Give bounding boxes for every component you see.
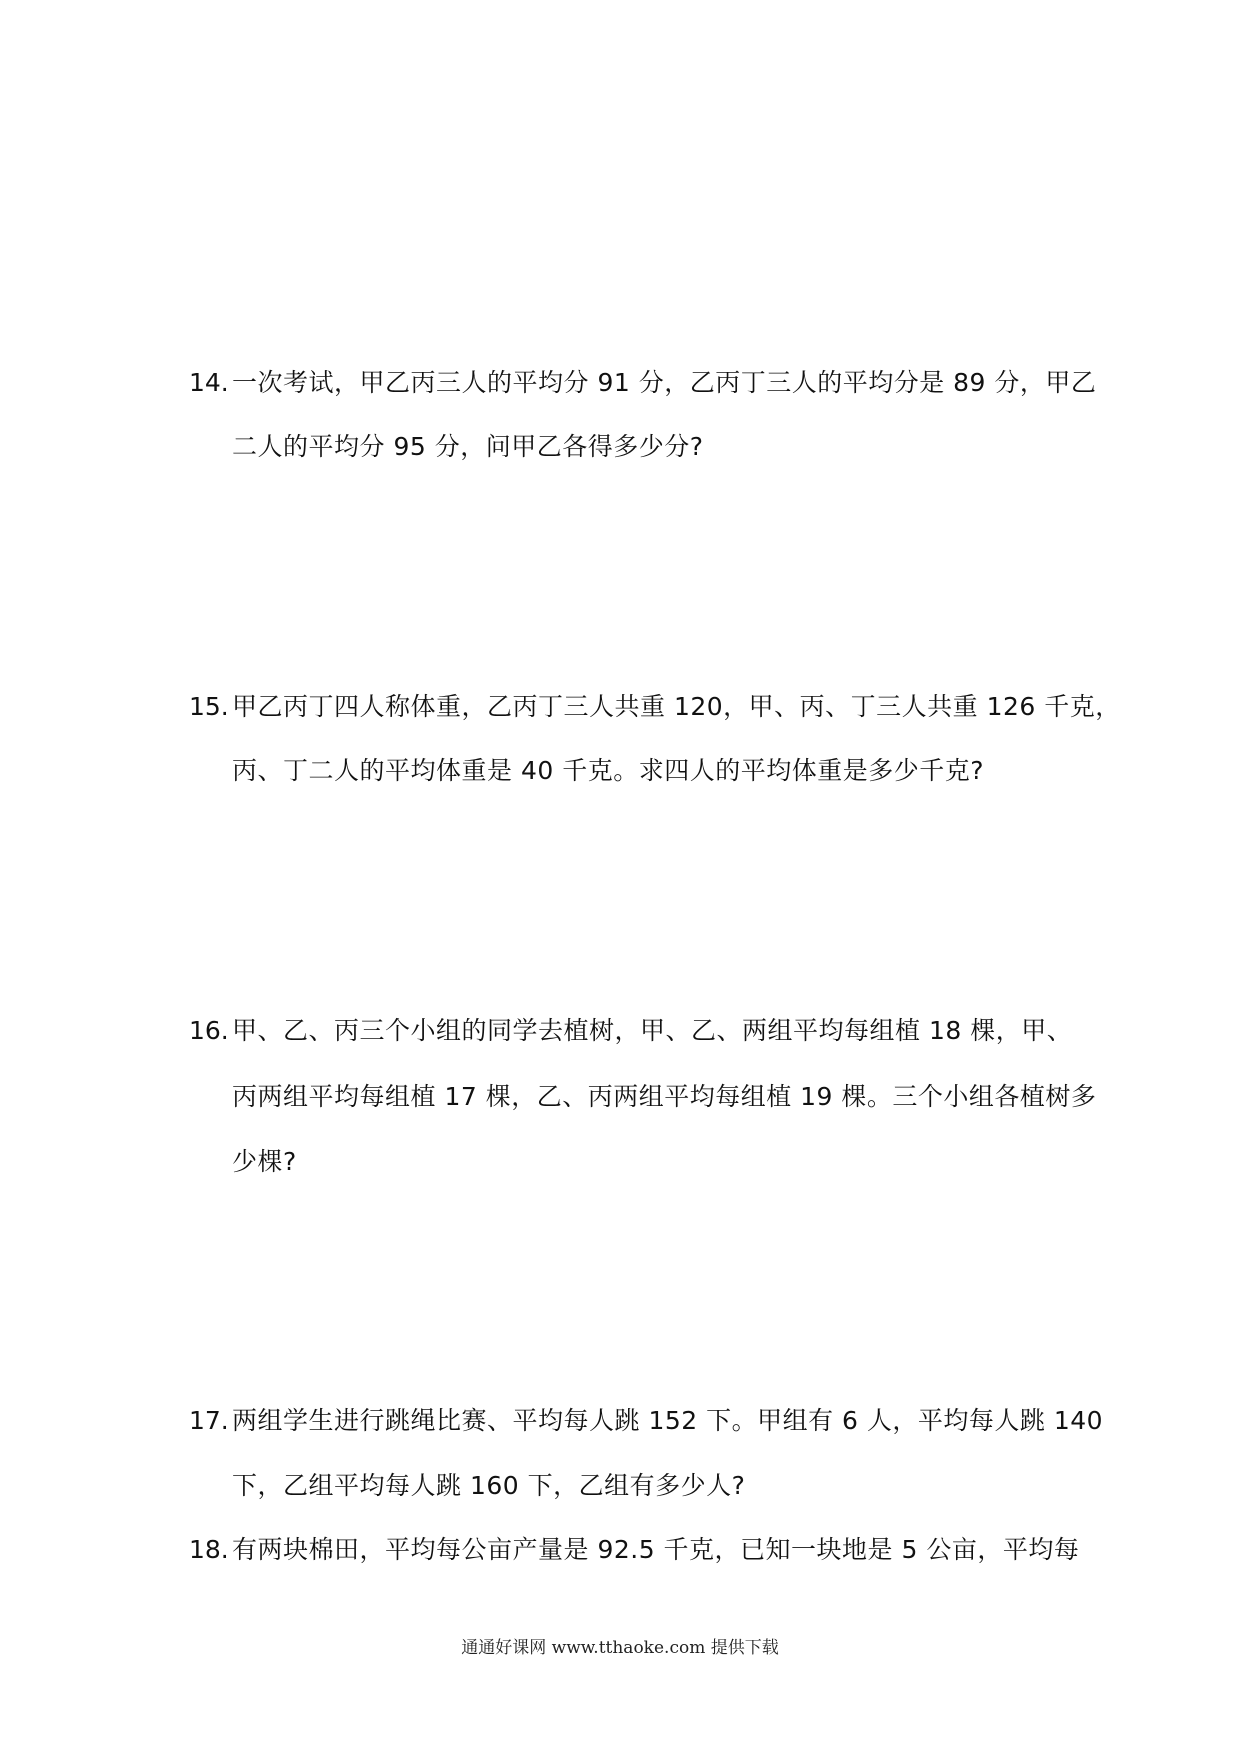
- problem-line: 一次考试，甲乙丙三人的平均分 91 分，乙丙丁三人的平均分是 89 分，甲乙: [232, 368, 1097, 397]
- problem-number: 15.: [189, 692, 229, 721]
- page-footer: 通通好课网 www.tthaoke.com 提供下载: [461, 1638, 779, 1658]
- problem-number: 14.: [189, 368, 229, 397]
- problem-line: 下，乙组平均每人跳 160 下，乙组有多少人?: [232, 1471, 746, 1500]
- problem-line: 两组学生进行跳绳比赛、平均每人跳 152 下。甲组有 6 人，平均每人跳 140: [232, 1406, 1104, 1435]
- problem-number: 18.: [189, 1535, 229, 1564]
- problem-number: 17.: [189, 1406, 229, 1435]
- problem-line: 甲、乙、丙三个小组的同学去植树，甲、乙、两组平均每组植 18 棵，甲、: [232, 1016, 1073, 1045]
- problem-line: 丙、丁二人的平均体重是 40 千克。求四人的平均体重是多少千克?: [232, 756, 984, 785]
- problem-line: 甲乙丙丁四人称体重，乙丙丁三人共重 120，甲、丙、丁三人共重 126 千克，: [232, 692, 1121, 721]
- problem-line: 二人的平均分 95 分，问甲乙各得多少分?: [232, 432, 704, 461]
- problem-line: 丙两组平均每组植 17 棵，乙、丙两组平均每组植 19 棵。三个小组各植树多: [232, 1082, 1097, 1111]
- problem-number: 16.: [189, 1016, 229, 1045]
- problem-line: 有两块棉田，平均每公亩产量是 92.5 千克，已知一块地是 5 公亩，平均每: [232, 1535, 1080, 1564]
- problem-line: 少棵?: [232, 1147, 297, 1176]
